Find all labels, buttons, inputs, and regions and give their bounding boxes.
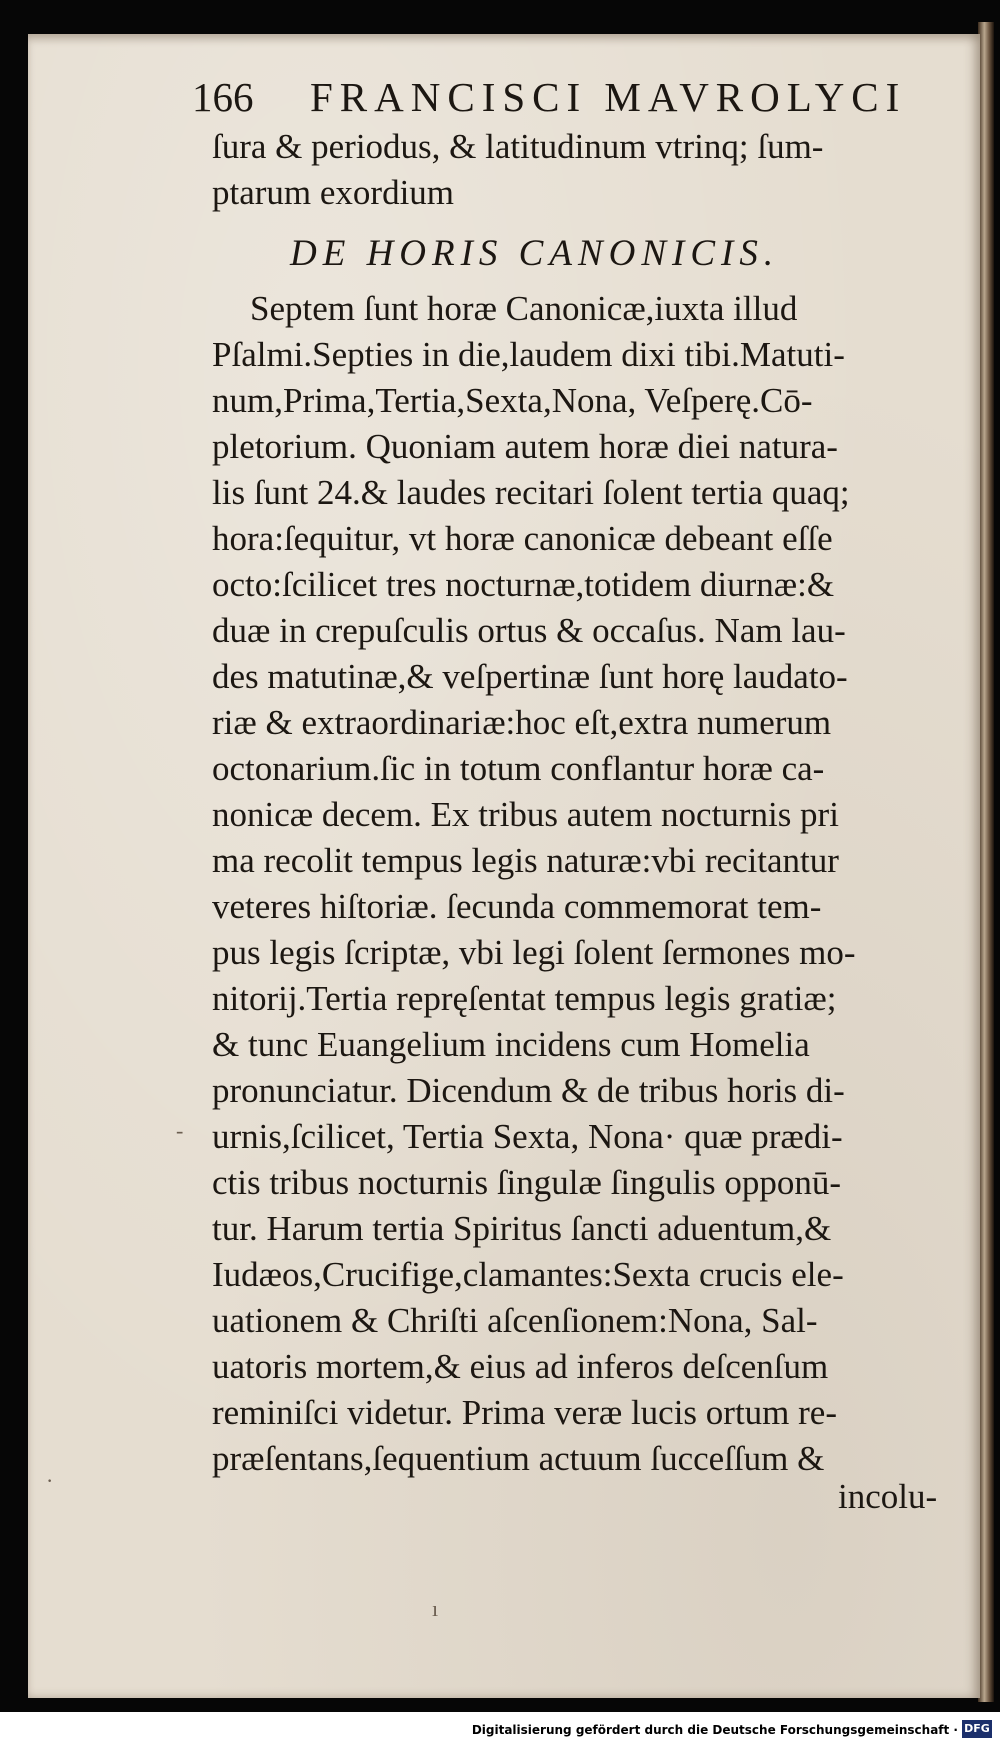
text-line: veteres hiſtoriæ. ſecunda commemorat tem- [212, 887, 822, 926]
margin-dash-mark: ‑ [176, 1118, 184, 1143]
text-line: præſentans,ſequentium actuum ſucceſſum & [212, 1439, 825, 1478]
text-line: & tunc Euangelium incidens cum Homelia [212, 1025, 810, 1064]
text-line: urnis,ſcilicet, Tertia Sexta, Nona· quæ prædi- [212, 1117, 843, 1156]
text-line: Iudæos,Crucifige,clamantes:Sexta crucis ele- [212, 1255, 844, 1294]
text-line: num,Prima,Tertia,Sexta,Nona, Veſperę.Cō- [212, 381, 813, 420]
text-line: ſura & periodus, & latitudinum vtrinq; ſum- [212, 127, 824, 166]
margin-dot-mark: ı [432, 1596, 439, 1621]
text-line: des matutinæ,& veſpertinæ ſunt horę laudato- [212, 657, 848, 696]
text-line: hora:ſequitur, vt horæ canonicæ debeant eſſe [212, 519, 833, 558]
text-line: nonicæ decem. Ex tribus autem nocturnis pri [212, 795, 839, 834]
page-header [192, 72, 907, 122]
text-line: lis ſunt 24.& laudes recitari ſolent tertia quaq; [212, 473, 850, 512]
text-line: duæ in crepuſculis ortus & occaſus. Nam lau- [212, 611, 846, 650]
page-number: 166 [192, 74, 254, 120]
running-head: FRANCISCI MAVROLYCI [310, 74, 907, 120]
text-line: uatoris mortem,& eius ad inferos deſcenſum [212, 1347, 829, 1386]
dfg-logo: DFG [962, 1720, 992, 1738]
digitization-footer [0, 1712, 1000, 1746]
text-line: octonarium.ſic in totum conflantur horæ ca- [212, 749, 825, 788]
text-line: reminiſci videtur. Prima veræ lucis ortum re- [212, 1393, 837, 1432]
text-line: octo:ſcilicet tres nocturnæ,totidem diurnæ:& [212, 565, 835, 604]
catchword: incolu- [838, 1477, 938, 1516]
book-spine-edge [978, 22, 994, 1702]
text-line: ptarum exordium [212, 173, 455, 212]
text-line: ma recolit tempus legis naturæ:vbi recitantur [212, 841, 839, 880]
text-line: tur. Harum tertia Spiritus ſancti aduentum,& [212, 1209, 832, 1248]
text-line: Septem ſunt horæ Canonicæ,iuxta illud [250, 289, 798, 328]
text-line: pus legis ſcriptæ, vbi legi ſolent ſermones mo- [212, 933, 856, 972]
text-line: uationem & Chriſti aſcenſionem:Nona, Sal- [212, 1301, 818, 1340]
text-line: pronunciatur. Dicendum & de tribus horis di- [212, 1071, 845, 1110]
text-line: riæ & extraordinariæ:hoc eſt,extra numerum [212, 703, 832, 742]
section-heading: DE HORIS CANONICIS. [290, 233, 780, 274]
text-line: ctis tribus nocturnis ſingulæ ſingulis opponū- [212, 1163, 842, 1202]
footer-credit: Digitalisierung gefördert durch die Deutsche Forschungsgemeinschaft · [471, 1723, 958, 1737]
margin-dot-mark: · [46, 1468, 54, 1493]
text-line: pletorium. Quoniam autem horæ diei natura- [212, 427, 838, 466]
text-line: Pſalmi.Septies in die,laudem dixi tibi.Matuti- [212, 335, 845, 374]
text-line: nitorij.Tertia repręſentat tempus legis gratiæ; [212, 979, 837, 1018]
